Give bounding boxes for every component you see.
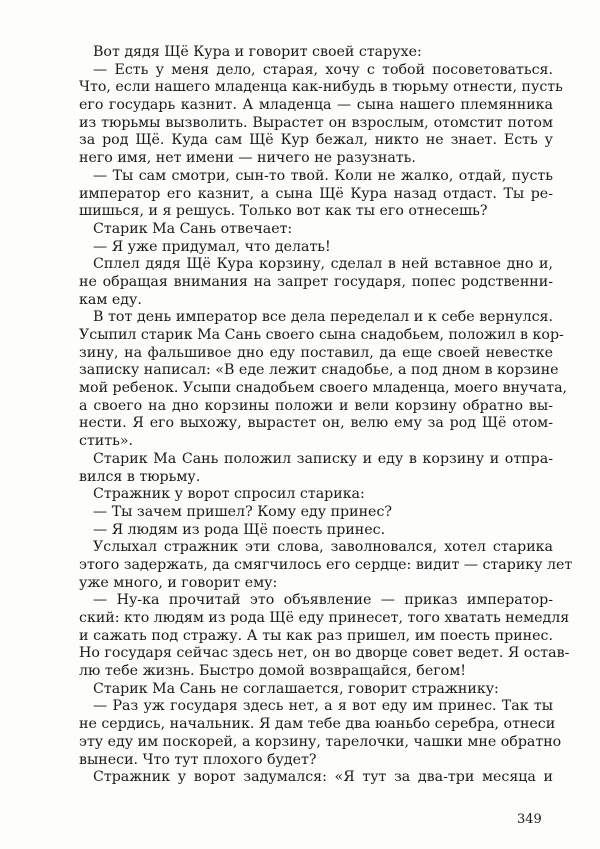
text-line: кам еду. [79,291,142,308]
text-line: за род Щё. Куда сам Щё Кур бежал, никто не знает. Есть у [79,132,553,149]
text-line: Старик Ма Сань положил записку и еду в корзину и отпра- [93,450,553,467]
text-line: не обращая внимания на запрет государя, попес родственни- [79,273,553,290]
text-line: записку написал: «В еде лежит снадобье, а под дном в корзине [79,362,559,379]
text-line: — Ты зачем пришел? Кому еду принес? [93,503,392,520]
text-line: и сажать под стражу. А ты как раз пришел, им поесть принес. [79,627,553,644]
text-line: император его казнит, а сына Щё Кура назад отдаст. Ты ре- [79,185,553,202]
text-line: уже много, и говорит ему: [79,574,278,591]
text-line: лю тебе жизнь. Быстро домой возвращайся, бегом! [79,663,466,680]
page-number: 349 [517,812,542,827]
text-line: стить». [79,433,134,450]
text-line: вился в тюрьму. [79,468,201,485]
text-line: из тюрьмы вызволить. Вырастет он взрослым, отомстит потом [79,114,553,131]
text-line: не сердись, начальник. Я дам тебе два юаньбо серебра, отнеси [79,716,556,733]
text-line: — Ты сам смотри, сын-то твой. Коли не жалко, отдай, пусть [93,167,553,184]
text-line: его государь казнит. А младенца — сына нашего племянника [79,97,553,114]
text-line: — Ну-ка прочитай это объявление — приказ император- [93,592,553,609]
text-line: вынеси. Что тут плохого будет? [79,751,317,768]
text-line: В тот день император все дела переделал и к себе вернулся. [93,309,553,326]
text-line: мой ребенок. Усыпи снадобьем своего младенца, моего внучата, [79,380,568,397]
text-line: него имя, нет имени — ничего не разузнать. [79,150,416,167]
text-line: ский: кто людям из рода Щё еду принесет, того хватать немедля [79,610,570,626]
text-line: Вот дядя Щё Кура и говорит своей старухе: [93,44,422,60]
text-line: Старик Ма Сань не соглашается, говорит стражнику: [93,680,499,697]
text-line: нести. Я его выхожу, вырастет он, велю ему за род Щё отом- [79,415,553,432]
text-line: шишься, и я решусь. Только вот как ты его отнесешь? [79,203,488,220]
text-line: Что, если нашего младенца как-нибудь в тюрьму отнести, пусть [79,79,563,96]
text-line: этого задержать, да смягчилось его сердце: видит — старику лет [79,556,573,573]
text-line: эту еду им поскорей, а корзину, тарелочки, чашки мне обратно [79,733,562,750]
text-line: Стражник у ворот задумался: «Я тут за два-три месяца и [93,769,553,786]
text-line: Услыхал стражник эти слова, заволновался, хотел старика [93,539,553,556]
text-line: а своего на дно корзины положи и вели корзину обратно вы- [79,397,553,414]
body-text [79,44,573,787]
text-line: зину, на фальшивое дно еду поставил, да еще своей невестке [79,344,553,361]
text-line: Но государя сейчас здесь нет, он во дворце совет ведет. Я остав- [79,645,570,662]
text-line: Стражник у ворот спросил старика: [93,486,365,503]
text-line: Старик Ма Сань отвечает: [93,220,293,237]
text-line: — Я людям из рода Щё поесть принес. [93,521,386,538]
text-line: — Есть у меня дело, старая, хочу с тобой посоветоваться. [93,61,553,78]
text-line: — Раз уж государя здесь нет, а я вот еду им принес. Так ты [93,698,553,715]
text-line: Усыпил старик Ма Сань своего сына снадобьем, положил в кор- [79,327,564,343]
text-line: — Я уже придумал, что делать! [93,238,331,255]
text-line: Сплел дядя Щё Кура корзину, сделал в ней вставное дно и, [93,256,553,273]
